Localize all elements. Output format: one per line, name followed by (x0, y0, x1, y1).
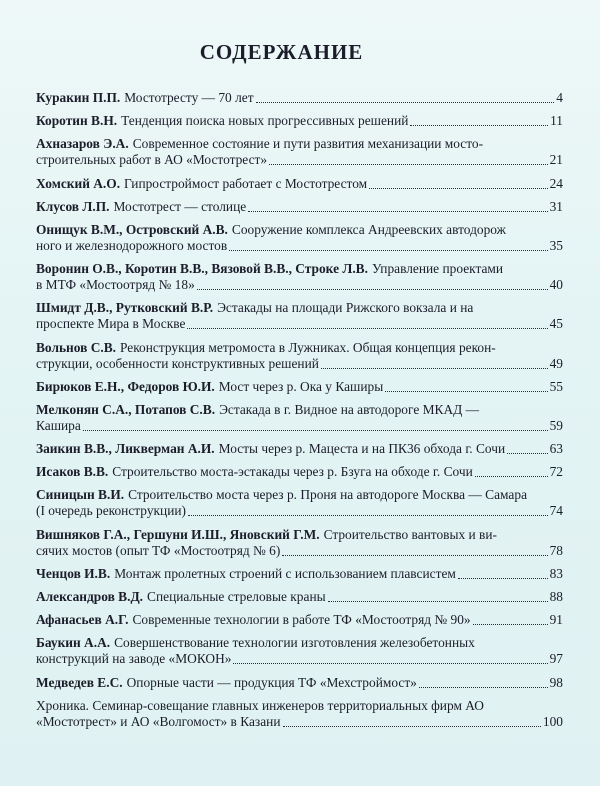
dot-leader (282, 555, 547, 556)
page-title: СОДЕРЖАНИЕ (199, 40, 364, 64)
page-number: 11 (550, 113, 563, 129)
toc-entry (36, 379, 563, 395)
toc-entry-line (36, 176, 563, 192)
toc-entry (36, 199, 563, 215)
toc-entry-line (36, 441, 563, 457)
toc-authors: Ченцов И.В. (36, 565, 111, 581)
toc-title-continued: струкции, особенности конструктивных решений (36, 355, 319, 371)
toc-entry-line (36, 675, 563, 691)
toc-entry (36, 340, 563, 372)
page-number: 45 (549, 316, 563, 332)
dot-leader (321, 368, 548, 369)
toc-entry (36, 675, 563, 691)
toc-authors: Исаков В.В. (36, 464, 109, 480)
toc-authors: Коротин В.Н. (36, 113, 118, 129)
toc-title: Строительство моста через р. Проня на автодороге Москва — Самара (128, 487, 528, 503)
toc-entry-line (36, 379, 563, 395)
toc-entry-line (36, 340, 563, 356)
dot-leader (507, 453, 547, 454)
toc-entry-line (36, 356, 563, 372)
toc-entry-line (36, 589, 563, 605)
toc-entry (36, 464, 563, 480)
toc-entry-line (36, 238, 563, 254)
toc-entry-line (36, 714, 563, 730)
toc-authors: Медведев Е.С. (36, 674, 123, 690)
page-number: 55 (549, 378, 563, 394)
toc-authors: Куракин П.П. (36, 90, 121, 105)
page-number: 31 (549, 198, 563, 214)
toc-title: Специальные стреловые краны (147, 589, 326, 604)
toc-entry-line (36, 402, 563, 418)
toc-authors: Шмидт Д.В., Рутковский В.Р. (36, 300, 214, 316)
toc-title-continued: (I очередь реконструкции) (36, 503, 186, 519)
page-number: 78 (549, 542, 563, 558)
toc-title-continued: сячих мостов (опыт ТФ «Мостоотряд № 6) (36, 542, 281, 558)
page-number: 35 (549, 237, 563, 253)
toc-entry (36, 176, 563, 192)
toc-entry-line (36, 635, 563, 651)
toc-title: Эстакады на площади Рижского вокзала и на (217, 300, 474, 316)
toc-authors: Александров В.Д. (36, 589, 144, 604)
dot-leader (283, 726, 541, 727)
page-number: 100 (542, 713, 563, 729)
toc-title-continued: ного и железнодорожного мостов (36, 237, 228, 253)
toc-authors: Афанасьев А.Г. (36, 612, 129, 628)
toc-title: Опорные части — продукция ТФ «Мехстроймост» (126, 674, 417, 690)
toc-title: Современные технологии в работе ТФ «Мостоотряд № 90» (132, 612, 471, 628)
table-of-contents (36, 90, 563, 737)
dot-leader (473, 624, 548, 625)
toc-title-continued: строительных работ в АО «Мостотрест» (36, 152, 268, 168)
toc-entry (36, 527, 563, 559)
toc-title: Современное состояние и пути развития механизации мосто- (132, 136, 484, 152)
dot-leader (410, 125, 548, 126)
dot-leader (229, 250, 547, 251)
toc-entry (36, 222, 563, 254)
toc-entry-line (36, 651, 563, 667)
toc-entry-line (36, 543, 563, 559)
toc-entry (36, 402, 563, 434)
toc-entry-line (36, 566, 563, 582)
toc-title: Эстакада в г. Видное на автодороге МКАД — (219, 401, 479, 417)
toc-title: Гипростроймост работает с Мостотрестом (124, 175, 368, 191)
toc-authors: Воронин О.В., Коротин В.В., Вязовой В.В., Строке Л.В. (36, 261, 368, 277)
toc-authors: Мелконян С.А., Потапов С.В. (36, 401, 216, 417)
page-number: 74 (549, 503, 563, 519)
toc-entry-line (36, 418, 563, 434)
toc-entry-line (36, 90, 563, 106)
dot-leader (197, 289, 548, 290)
dot-leader (83, 430, 548, 431)
toc-title: Реконструкция метромоста в Лужниках. Общая концепция рекон- (120, 339, 496, 355)
toc-title: Хроника. Семинар-совещание главных инженеров территориальных фирм АО (36, 697, 484, 713)
dot-leader (188, 515, 548, 516)
toc-entry (36, 441, 563, 457)
dot-leader (328, 601, 548, 602)
toc-entry (36, 566, 563, 582)
dot-leader (458, 578, 548, 579)
page-number: 83 (549, 565, 563, 581)
dot-leader (385, 391, 547, 392)
dot-leader (419, 687, 548, 688)
dot-leader (187, 328, 547, 329)
toc-entry-line (36, 612, 563, 628)
dot-leader (269, 164, 548, 165)
toc-title-continued: в МТФ «Мостоотряд № 18» (36, 277, 195, 293)
toc-entry-line (36, 503, 563, 519)
toc-authors: Заикин В.В., Ликверман А.И. (36, 441, 215, 457)
toc-entry (36, 612, 563, 628)
page-number: 40 (549, 277, 563, 293)
toc-authors: Хомский А.О. (36, 175, 121, 191)
toc-entry-line (36, 199, 563, 215)
toc-title-continued: «Мостотрест» и АО «Волгомост» в Казани (36, 713, 281, 729)
page-number: 24 (549, 175, 563, 191)
toc-entry-line (36, 222, 563, 238)
toc-entry (36, 113, 563, 129)
toc-entry-line (36, 136, 563, 152)
toc-entry-line (36, 698, 563, 714)
toc-entry-line (36, 152, 563, 168)
toc-entry-line (36, 300, 563, 316)
page-number: 97 (549, 651, 563, 667)
toc-title-continued: конструкций на заводе «МОКОН» (36, 651, 232, 667)
toc-entry (36, 635, 563, 667)
page-number: 21 (549, 152, 563, 168)
toc-entry (36, 589, 563, 605)
toc-entry (36, 300, 563, 332)
toc-title: Монтаж пролетных строений с использованием плавсистем (114, 565, 456, 581)
toc-entry (36, 698, 563, 730)
toc-entry (36, 136, 563, 168)
dot-leader (233, 663, 547, 664)
toc-title-continued: проспекте Мира в Москве (36, 316, 186, 332)
toc-title: Тенденция поиска новых прогрессивных решений (121, 113, 409, 129)
toc-entry-line (36, 113, 563, 129)
page-number: 98 (549, 674, 563, 690)
page-number: 91 (549, 612, 563, 628)
toc-title: Мост через р. Ока у Каширы (218, 378, 384, 394)
toc-authors: Бирюков Е.Н., Федоров Ю.И. (36, 378, 215, 394)
page-number: 4 (556, 90, 563, 105)
toc-title-continued: Кашира (36, 417, 81, 433)
toc-title: Управление проектами (371, 261, 504, 277)
toc-authors: Клусов Л.П. (36, 198, 110, 214)
toc-title: Мостотресту — 70 лет (124, 90, 254, 105)
toc-authors: Вольнов С.В. (36, 339, 116, 355)
toc-title: Сооружение комплекса Андреевских автодорож (231, 221, 506, 237)
toc-title: Мостотрест — столице (113, 198, 247, 214)
toc-authors: Вишняков Г.А., Гершуни И.Ш., Яновский Г.М. (36, 526, 320, 542)
toc-title: Совершенствование технологии изготовления железобетонных (114, 635, 475, 651)
toc-title: Мосты через р. Мацеста и на ПК36 обхода г. Сочи (218, 441, 506, 457)
toc-entry (36, 90, 563, 106)
toc-authors: Баукин А.А. (36, 635, 111, 651)
toc-entry (36, 487, 563, 519)
dot-leader (475, 476, 548, 477)
toc-entry (36, 261, 563, 293)
page-number: 63 (549, 441, 563, 457)
page-number: 88 (549, 589, 563, 604)
page-number: 59 (549, 417, 563, 433)
page-number: 72 (549, 464, 563, 480)
toc-entry-line (36, 261, 563, 277)
toc-entry-line (36, 277, 563, 293)
toc-title: Строительство моста-эстакады через р. Бзуга на обходе г. Сочи (112, 464, 473, 480)
toc-authors: Онищук В.М., Островский А.В. (36, 221, 228, 237)
toc-entry-line (36, 464, 563, 480)
toc-title: Строительство вантовых и ви- (323, 526, 497, 542)
toc-entry-line (36, 316, 563, 332)
page-number: 49 (549, 355, 563, 371)
toc-authors: Синицын В.И. (36, 487, 125, 503)
dot-leader (369, 188, 547, 189)
toc-entry-line (36, 527, 563, 543)
toc-entry-line (36, 487, 563, 503)
toc-authors: Ахназаров Э.А. (36, 136, 129, 152)
dot-leader (248, 211, 547, 212)
dot-leader (256, 102, 555, 103)
